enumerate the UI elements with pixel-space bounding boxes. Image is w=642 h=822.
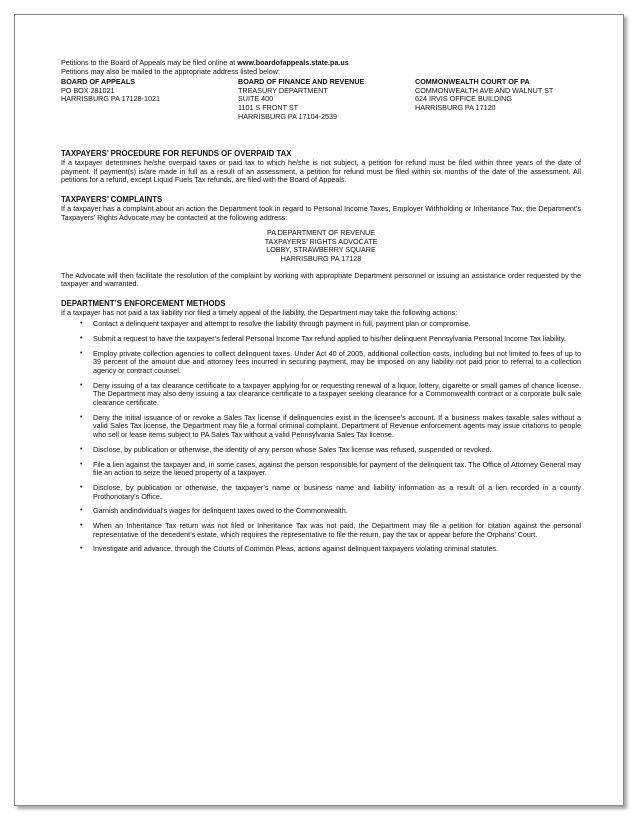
advocate-address — [61, 229, 581, 263]
complaints-section — [61, 195, 581, 289]
list-item-text: File a lien against the taxpayer and, in some cases, against the person responsible for payment of the delinquent tax. The Office of Attorney General may file an action to seize the liened property of a taxpayer. — [93, 459, 581, 478]
address-line: HARRISBURG PA 17104-2539 — [238, 111, 337, 121]
bullet-icon: • — [80, 460, 83, 468]
address-heading: BOARD OF FINANCE AND REVENUE — [238, 77, 365, 87]
address-line: HARRISBURG PA 17128-1021 — [61, 94, 160, 104]
complaints-closing: The Advocate will then facilitate the resolution of the complaint by working with appropriate Department personnel or issuing an assistance order requested by the taxpayer and warranted. — [61, 270, 581, 289]
bullet-icon: • — [80, 483, 83, 491]
complaints-body: If a taxpayer has a complaint about an action the Department took in regard to Personal Income Taxes, Employer Withholding or Inheritance Tax, the Department’s Taxpayers’ Rights Advocate may be contacted at the following address: — [61, 203, 581, 222]
advocate-address-line: PA DEPARTMENT OF REVENUE — [266, 228, 376, 238]
list-item-text: Garnish andindividual’s wages for delinquent taxes owed to the Commonwealth. — [93, 506, 348, 516]
list-item-text: When an Inheritance Tax return was not filed or Inheritance Tax was not paid, the Department may file a petition for citation against the personal representative of the decedent’s estate, which requires the representative to file the return, pay the tax or appear before the Orphans’ Court. — [93, 521, 581, 539]
bullet-icon: • — [80, 381, 83, 389]
address-line: TREASURY DEPARTMENT — [238, 85, 328, 95]
advocate-address-line: HARRISBURG PA 17128 — [280, 253, 362, 263]
list-item — [61, 545, 581, 554]
bullet-icon: • — [80, 335, 83, 343]
document-page — [14, 14, 624, 806]
appeals-intro — [61, 59, 581, 76]
address-board-of-finance — [238, 78, 415, 121]
bullet-icon: • — [80, 445, 83, 453]
address-line: SUITE 400 — [238, 94, 274, 104]
enforcement-heading: DEPARTMENT’S ENFORCEMENT METHODS — [61, 298, 226, 308]
address-line: HARRISBURG PA 17120 — [415, 102, 496, 112]
list-item — [61, 335, 581, 344]
list-item-text: Disclose, by publication or otherwise, the identity of any person whose Sales Tax license was refused, suspended or revoked. — [93, 444, 492, 454]
address-board-of-appeals — [61, 78, 238, 121]
document-content — [61, 59, 581, 560]
address-line: COMMONWEALTH AVE AND WALNUT ST — [415, 85, 554, 95]
list-item-text: Deny the initial issuance of or revoke a Sales Tax license if delinquencies exist in the licensee’s account. If a business makes taxable sales without a valid Sales Tax license, the Department may file a formal criminal complaint. Department of Revenue enforcement agents may issue citations to people who sell or lease items subject to PA Sales Tax without a valid Pennsylvania Sales Tax license. — [93, 412, 581, 439]
list-item — [61, 350, 581, 376]
refunds-section — [61, 149, 581, 185]
address-line: PO BOX 281021 — [61, 85, 115, 95]
address-grid — [61, 78, 581, 121]
list-item — [61, 522, 581, 539]
bullet-icon: • — [80, 349, 83, 357]
enforcement-intro: If a taxpayer has not paid a tax liability nor filed a timely appeal of the liability, the Department may take the following actions: — [61, 307, 458, 317]
list-item-text: Investigate and advance, through the Courts of Common Pleas, actions against delinquent taxpayers violating criminal statutes. — [93, 544, 499, 554]
address-line: 624 IRVIS OFFICE BUILDING — [415, 94, 512, 104]
enforcement-section — [61, 299, 581, 554]
list-item-text: Disclose, by publication or otherwise, the taxpayer’s name or business name and liability information as a result of a lien recorded in a county Prothonotary’s Office. — [93, 482, 581, 501]
address-heading: COMMONWEALTH COURT OF PA — [415, 77, 530, 87]
refunds-heading: TAXPAYERS’ PROCEDURE FOR REFUNDS OF OVERPAID TAX — [61, 149, 292, 159]
list-item — [61, 461, 581, 478]
list-item — [61, 507, 581, 516]
refunds-body: If a taxpayer determines he/she overpaid taxes or paid tax to which he/she is not subject, a petition for refund must be filed within three years of the date of payment. If payment(s) is/are made in full as a result of an assessment, a petition for refund must be filed within six months of the date of the assessment. All petitions for a refund, except Liquid Fuels Tax refunds, are filed with the Board of Appeals. — [61, 158, 581, 185]
advocate-address-line: LOBBY, STRAWBERRY SQUARE — [266, 245, 376, 255]
bullet-icon: • — [80, 320, 83, 328]
list-item — [61, 382, 581, 408]
list-item-text: Contact a delinquent taxpayer and attempt to resolve the liability through payment in full, payment plan or compromise. — [93, 319, 471, 329]
appeals-url: www.boardofappeals.state.pa.us — [237, 58, 349, 67]
list-item-text: Submit a request to have the taxpayer’s federal Personal Income Tax refund applied to his/her delinquent Pennsylvania Personal Income Tax liability. — [93, 334, 566, 344]
list-item — [61, 414, 581, 440]
bullet-icon: • — [80, 522, 83, 530]
enforcement-methods-list — [61, 320, 581, 554]
list-item-text: Deny issuing of a tax clearance certificate to a taxpayer applying for or requesting renewal of a liquor, lottery, cigarette or small games of chance license. The Department may also deny issuing a tax clearance certificate to a taxpayer seeking clearance for a Commonwealth contract or a corporate bulk sale clearance certificate. — [93, 380, 581, 407]
address-commonwealth-court — [415, 78, 581, 121]
complaints-heading: TAXPAYERS’ COMPLAINTS — [61, 194, 163, 204]
online-filing-text: Petitions to the Board of Appeals may be filed online at — [61, 58, 238, 67]
list-item-text: Employ private collection agencies to collect delinquent taxes. Under Act 40 of 2005, additional collection costs, including but not limited to fees of up to 39 percent of the amount due and attorney fees incurred in securing payment, may be imposed on any liability not paid prior to referral to a collection agency or contract counsel. — [93, 348, 581, 376]
bullet-icon: • — [80, 507, 83, 515]
bullet-icon: • — [80, 545, 83, 553]
address-heading: BOARD OF APPEALS — [61, 77, 136, 87]
list-item — [61, 484, 581, 501]
list-item — [61, 446, 581, 455]
bullet-icon: • — [80, 413, 83, 421]
address-line: 1101 S FRONT ST — [238, 102, 299, 112]
mail-filing-line: Petitions may also be mailed to the appropriate address listed below: — [61, 66, 280, 76]
advocate-address-line: TAXPAYERS’ RIGHTS ADVOCATE — [264, 236, 378, 246]
list-item — [61, 320, 581, 329]
